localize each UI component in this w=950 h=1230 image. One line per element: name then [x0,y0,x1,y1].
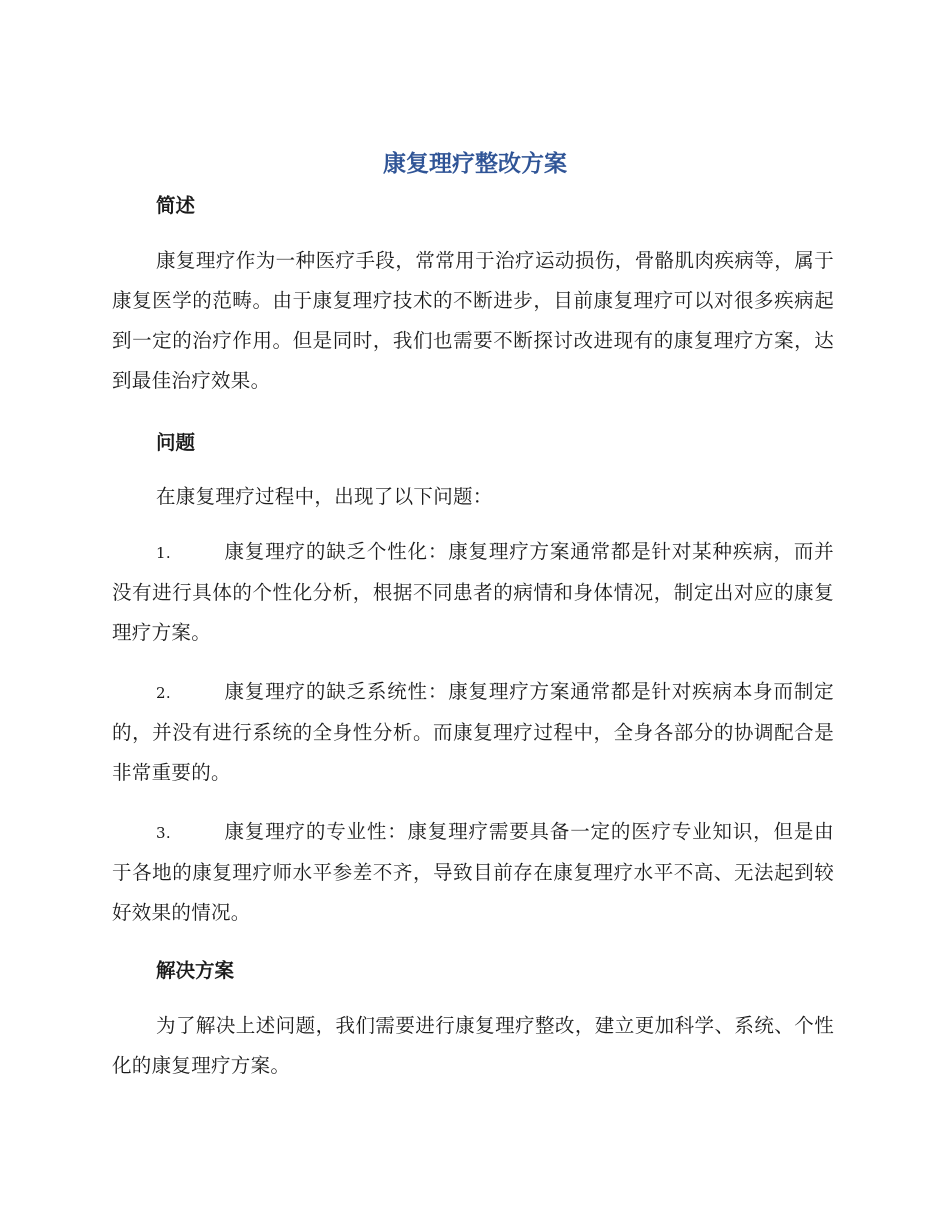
section-heading-overview: 简述 [156,194,196,217]
list-item [112,532,834,653]
document-title: 康复理疗整改方案 [383,151,567,177]
list-item-number: 2. [156,684,171,702]
solution-paragraph: 为了解决上述问题，我们需要进行康复理疗整改，建立更加科学、系统、个性化的康复理疗方案。 [112,1014,834,1077]
list-item-number: 3. [156,824,171,842]
list-item-text: 康复理疗的专业性：康复理疗需要具备一定的医疗专业知识，但是由于各地的康复理疗师水平参差不齐，导致目前存在康复理疗水平不高、无法起到较好效果的情况。 [112,820,834,924]
list-item [112,672,834,793]
overview-paragraph: 康复理疗作为一种医疗手段，常常用于治疗运动损伤，骨骼肌肉疾病等，属于康复医学的范畴。由于康复理疗技术的不断进步，目前康复理疗可以对很多疾病起到一定的治疗作用。但是同时，我们也需要不断探讨改进现有的康复理疗方案，达到最佳治疗效果。 [112,249,834,392]
section-heading-solution: 解决方案 [156,959,235,982]
list-item-text: 康复理疗的缺乏个性化：康复理疗方案通常都是针对某种疾病，而并没有进行具体的个性化分析，根据不同患者的病情和身体情况，制定出对应的康复理疗方案。 [112,540,834,644]
list-item [112,812,834,933]
section-heading-problems: 问题 [156,431,196,454]
problems-intro: 在康复理疗过程中，出现了以下问题： [156,485,493,508]
list-item-number: 1. [156,544,171,562]
list-item-text: 康复理疗的缺乏系统性：康复理疗方案通常都是针对疾病本身而制定的，并没有进行系统的全身性分析。而康复理疗过程中，全身各部分的协调配合是非常重要的。 [112,680,834,784]
